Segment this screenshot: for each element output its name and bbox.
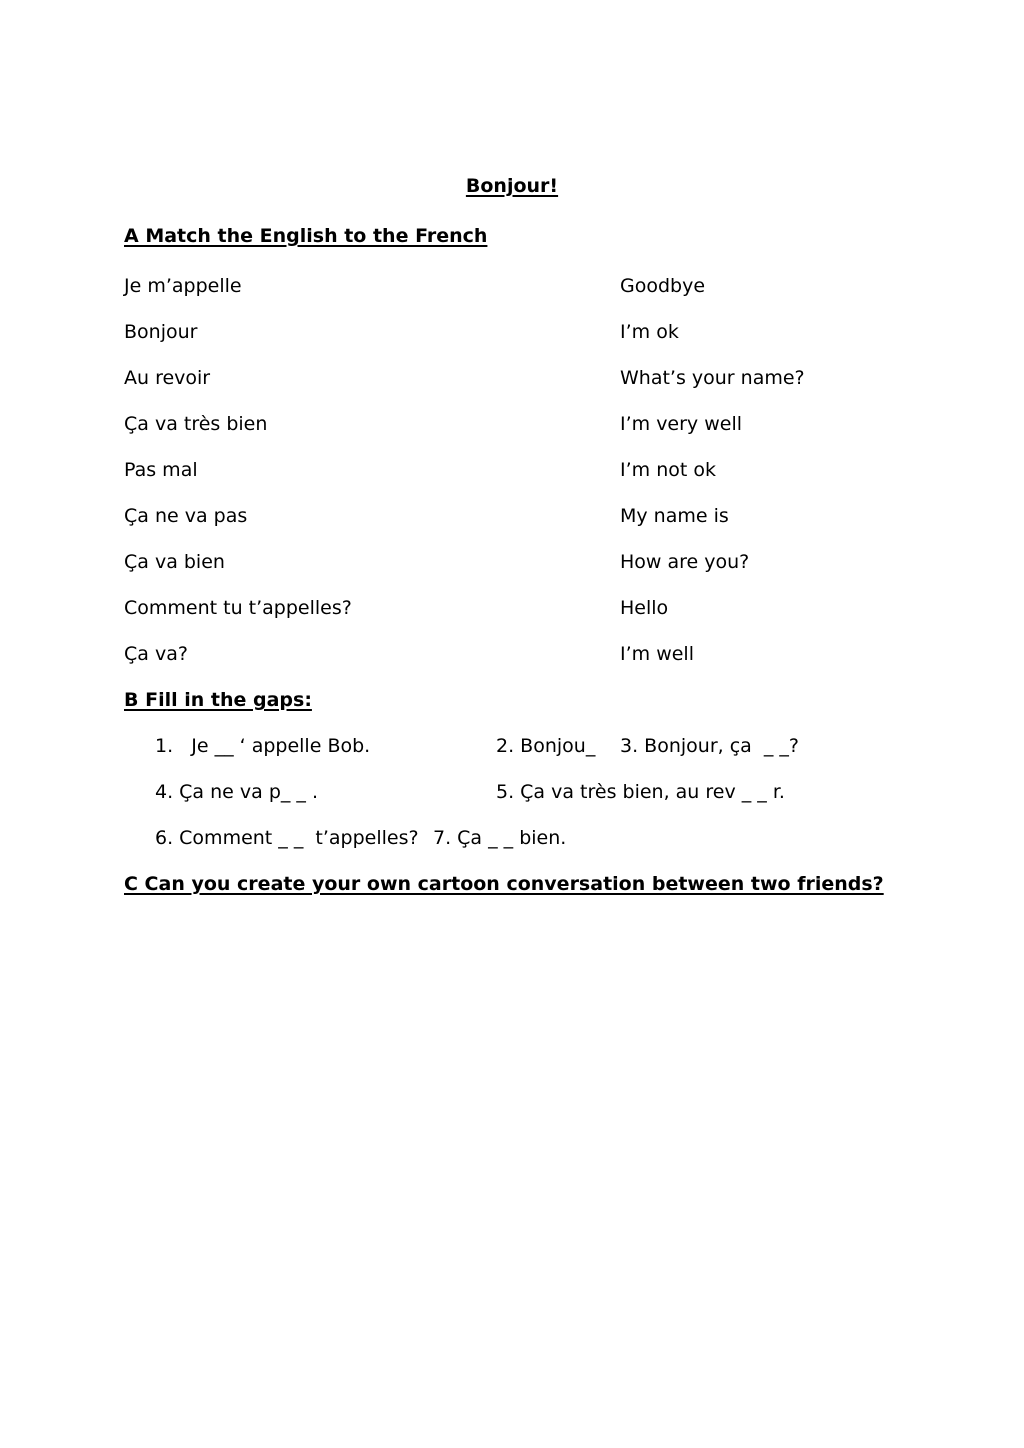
french-phrase: Ça ne va pas — [124, 505, 248, 527]
gap-exercise-6: 6. Comment _ _ t’appelles? — [155, 827, 419, 849]
gap-exercise-5: 5. Ça va très bien, au rev _ _ r. — [496, 781, 785, 803]
english-phrase: My name is — [620, 505, 729, 527]
section-c-heading: C Can you create your own cartoon conversation between two friends? — [124, 873, 884, 895]
french-phrase: Comment tu t’appelles? — [124, 597, 352, 619]
english-phrase: I’m very well — [620, 413, 743, 435]
page-title: Bonjour! — [465, 175, 559, 197]
english-phrase: I’m well — [620, 643, 694, 665]
english-phrase: How are you? — [620, 551, 750, 573]
gap-exercise-2: 2. Bonjou_ — [496, 735, 596, 757]
french-phrase: Je m’appelle — [124, 275, 242, 297]
french-phrase: Ça va bien — [124, 551, 225, 573]
english-phrase: I’m ok — [620, 321, 679, 343]
french-phrase: Bonjour — [124, 321, 198, 343]
english-phrase: What’s your name? — [620, 367, 805, 389]
gap-exercise-1: 1. Je __ ‘ appelle Bob. — [155, 735, 371, 757]
section-a-heading: A Match the English to the French — [124, 225, 488, 247]
gap-exercise-4: 4. Ça ne va p_ _ . — [155, 781, 318, 803]
french-phrase: Pas mal — [124, 459, 198, 481]
english-phrase: Hello — [620, 597, 669, 619]
gap-exercise-3: 3. Bonjour, ça _ _? — [620, 735, 799, 757]
french-phrase: Ça va très bien — [124, 413, 268, 435]
gap-exercise-7: 7. Ça _ _ bien. — [433, 827, 567, 849]
english-phrase: Goodbye — [620, 275, 706, 297]
section-b-heading: B Fill in the gaps: — [124, 689, 312, 711]
french-phrase: Au revoir — [124, 367, 211, 389]
english-phrase: I’m not ok — [620, 459, 716, 481]
french-phrase: Ça va? — [124, 643, 188, 665]
